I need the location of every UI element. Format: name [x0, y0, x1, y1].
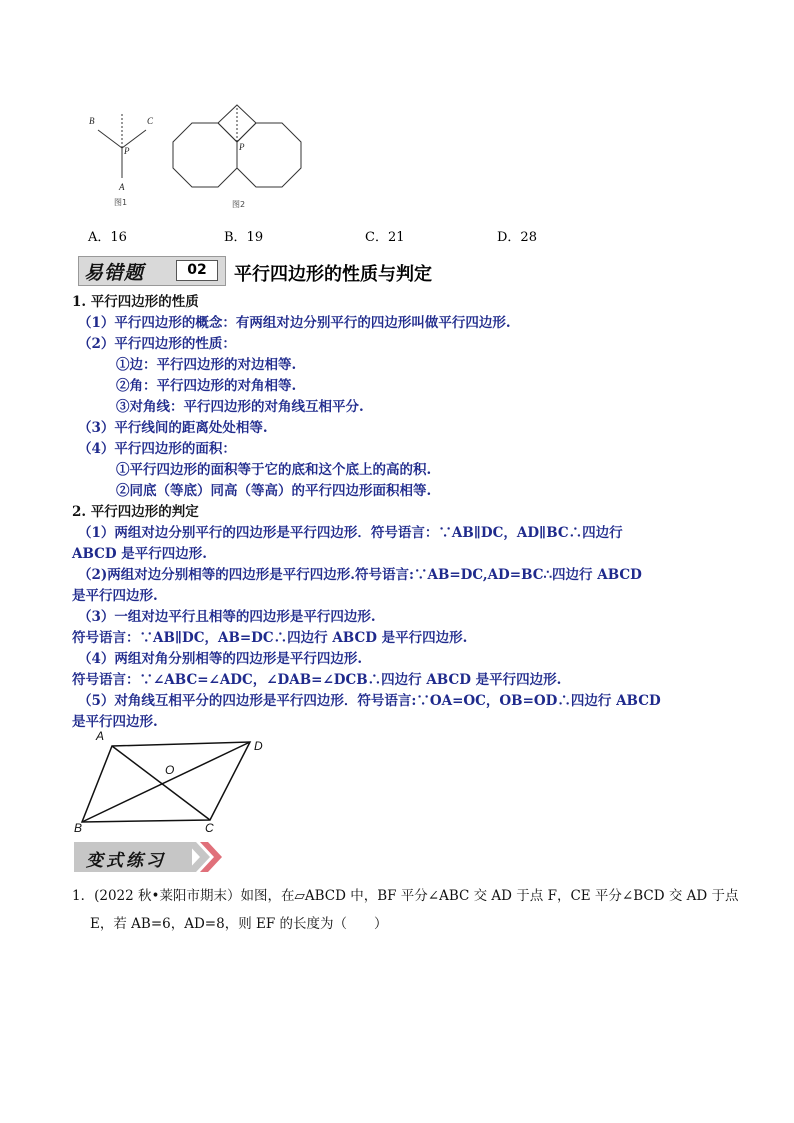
heading-properties: 1. 平行四边形的性质: [72, 294, 199, 310]
content-line: （2）平行四边形的性质：: [78, 336, 236, 352]
diagonal-ac: [112, 746, 210, 820]
label-d: D: [254, 739, 263, 753]
label-p: P: [124, 146, 130, 156]
choice-d[interactable]: D．28: [497, 230, 537, 245]
content-line: 是平行四边形.: [72, 714, 158, 730]
answer-choices: [88, 226, 608, 246]
content-line: （4）平行四边形的面积：: [78, 441, 236, 457]
content-line: ③对角线：平行四边形的对角线互相平分.: [116, 399, 364, 415]
content-line: （3）一组对边平行且相等的四边形是平行四边形.: [78, 609, 376, 625]
choice-c[interactable]: C．21: [365, 230, 405, 245]
label-o: O: [165, 763, 175, 777]
question-1: [72, 882, 739, 938]
question-1-line-2: E，若 AB=6，AD=8，则 EF 的长度为（ ）: [90, 916, 388, 932]
content-line: （4）两组对角分别相等的四边形是平行四边形.: [78, 651, 363, 667]
parallelogram-figure: [72, 728, 272, 834]
content-line: （1）两组对边分别平行的四边形是平行四边形．符号语言：∵AB∥DC，AD∥BC∴四边行: [78, 525, 623, 541]
variation-practice-banner: [74, 842, 224, 872]
label-b: B: [89, 116, 95, 126]
content-line: ②角：平行四边形的对角相等.: [116, 378, 297, 394]
content-line: （3）平行线间的距离处处相等.: [78, 420, 268, 436]
caption-fig1: 图1: [114, 198, 128, 207]
variation-label: 变式练习: [86, 851, 166, 871]
chevron-arrow-icon: [186, 842, 224, 872]
content-line: ②同底（等底）同高（等高）的平行四边形面积相等.: [116, 483, 432, 499]
heading-criteria: 2. 平行四边形的判定: [72, 504, 199, 520]
caption-fig2: 图2: [232, 200, 246, 209]
figure-1: [86, 108, 166, 212]
content-line: （5）对角线互相平分的四边形是平行四边形．符号语言:∵OA=OC，OB=OD∴四边行 ABCD: [78, 693, 661, 709]
banner-label: 易错题: [84, 262, 145, 284]
error-prone-banner: [78, 256, 226, 286]
diagonal-bd: [82, 742, 250, 822]
content-line: 符号语言：∵AB∥DC，AB=DC∴四边行 ABCD 是平行四边形.: [72, 630, 468, 646]
label-b: B: [74, 821, 83, 834]
content-line: 符号语言：∵∠ABC=∠ADC，∠DAB=∠DCB∴四边行 ABCD 是平行四边形.: [72, 672, 562, 688]
content-line: ABCD 是平行四边形.: [72, 546, 207, 562]
content-line: 是平行四边形.: [72, 588, 158, 604]
content-line: （1）平行四边形的概念：有两组对边分别平行的四边形叫做平行四边形.: [78, 315, 511, 331]
content-line: ①边：平行四边形的对边相等.: [116, 357, 297, 373]
choice-a[interactable]: A．16: [88, 230, 127, 245]
label-a: A: [96, 729, 105, 743]
label-c: C: [205, 821, 214, 834]
banner-number: 02: [176, 260, 218, 281]
segment-pb: [98, 130, 122, 148]
label-a: A: [119, 182, 125, 192]
content-line: （2)两组对边分别相等的四边形是平行四边形.符号语言:∵AB=DC,AD=BC∴四边行 ABCD: [78, 567, 642, 583]
question-1-line-1: 1．(2022 秋•莱阳市期末）如图，在▱ABCD 中，BF 平分∠ABC 交 AD 于点 F，CE 平分∠BCD 交 AD 于点: [72, 888, 739, 904]
content-line: ①平行四边形的面积等于它的底和这个底上的高的积.: [116, 462, 432, 478]
section-title: 平行四边形的性质与判定: [234, 264, 432, 285]
label-p: P: [239, 142, 245, 152]
choice-b[interactable]: B．19: [224, 230, 264, 245]
figure-2: [170, 100, 330, 212]
label-c: C: [147, 116, 154, 126]
